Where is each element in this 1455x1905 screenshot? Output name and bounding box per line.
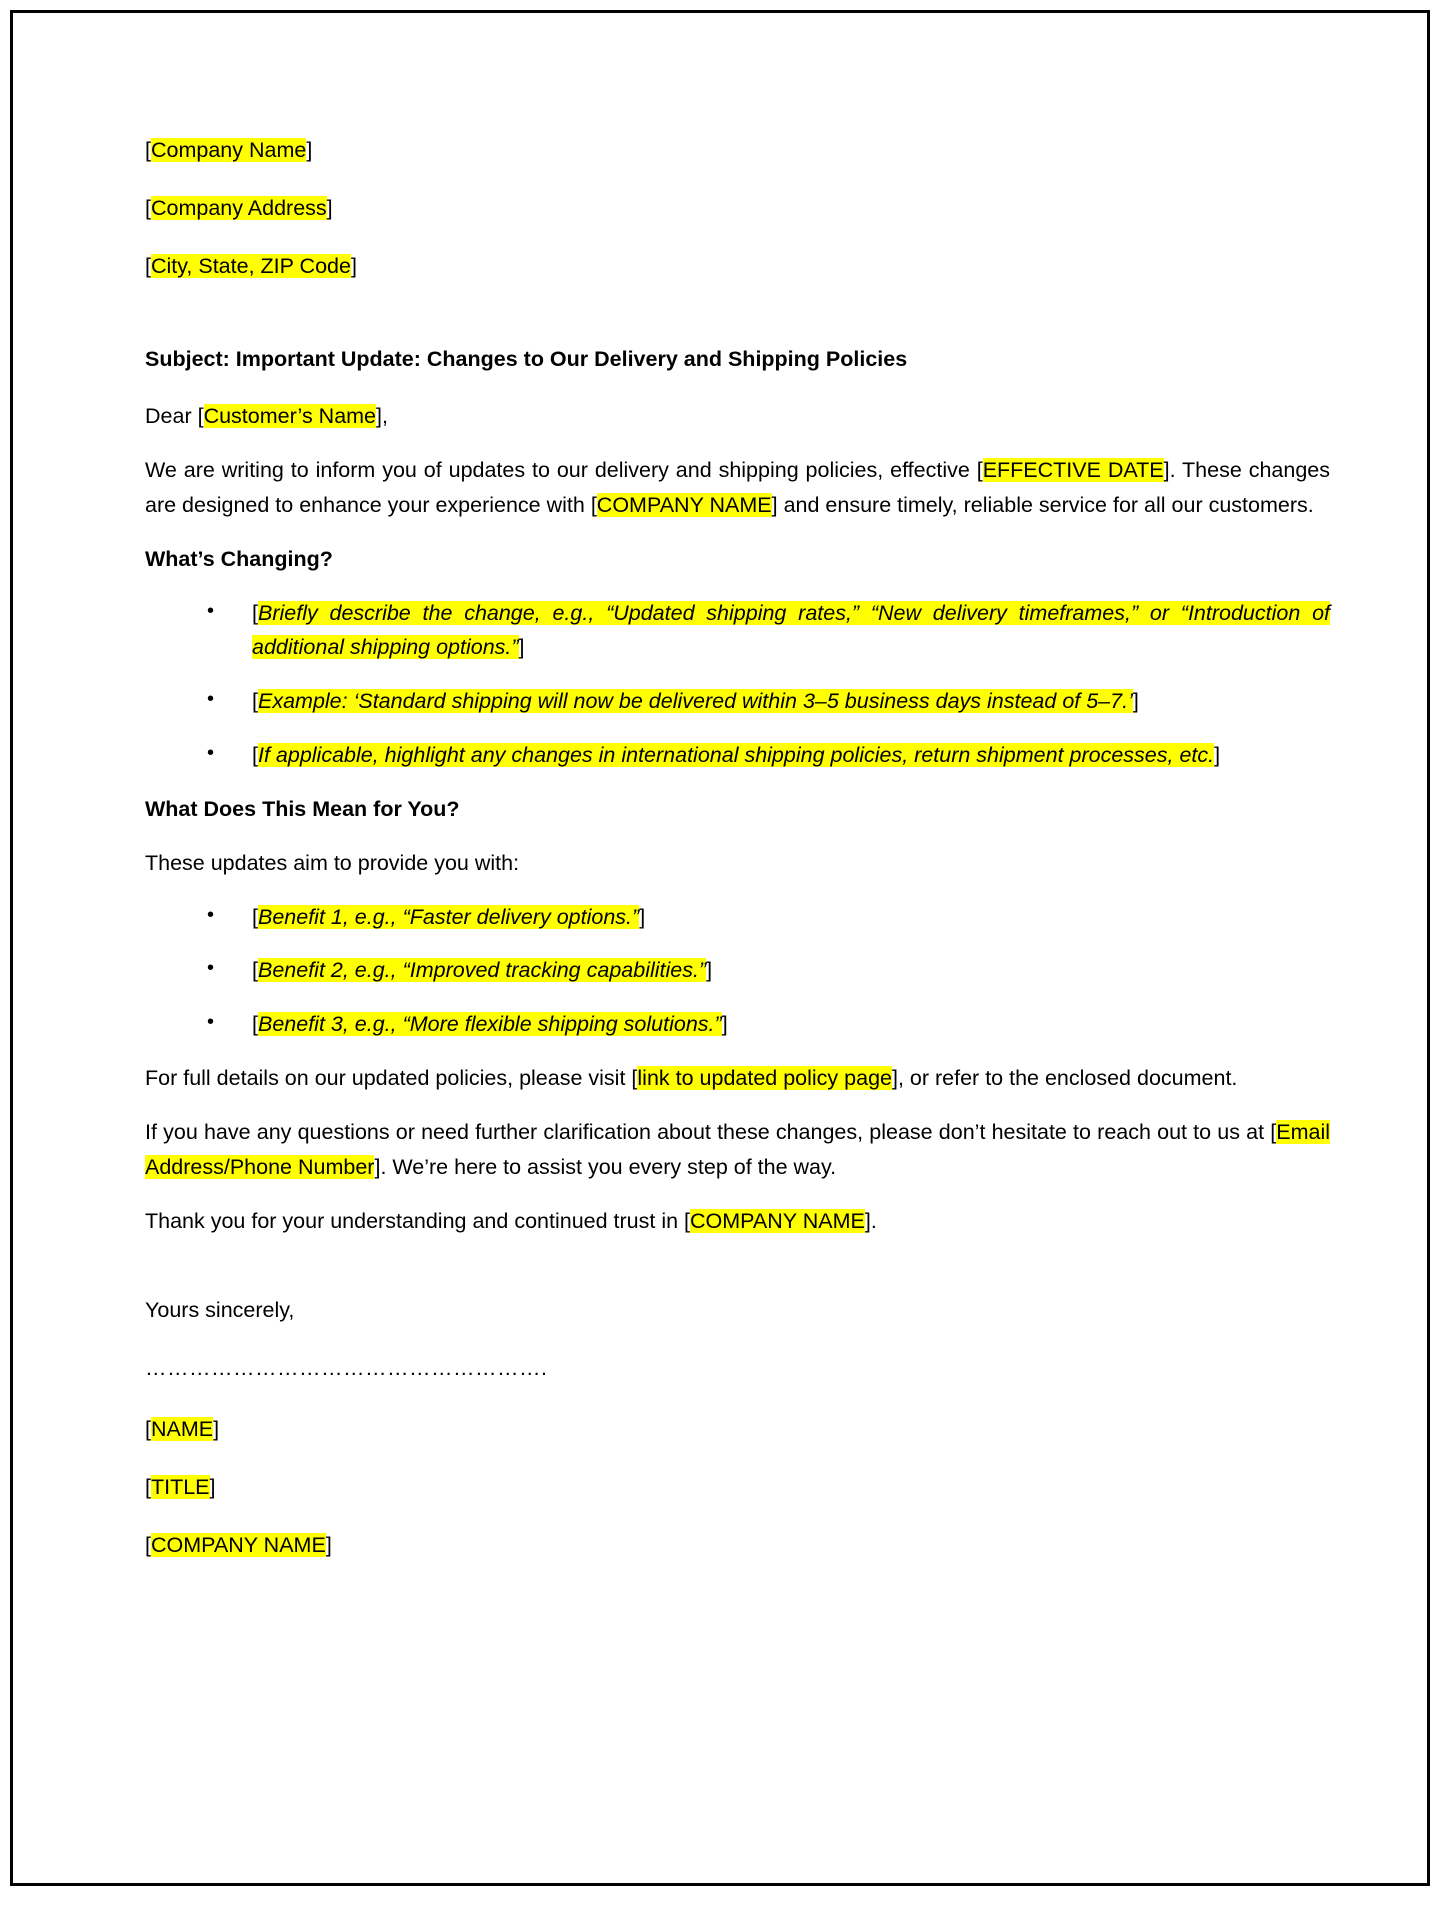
mean-for-you-intro: These updates aim to provide you with:: [145, 850, 520, 875]
bracket-open: [: [252, 904, 258, 929]
questions-part2: ]. We’re here to assist you every step of the way.: [374, 1154, 837, 1179]
whats-changing-heading: What’s Changing?: [145, 546, 333, 571]
bracket-close: ]: [721, 1012, 728, 1037]
list-item: [145, 684, 1330, 719]
bracket-close: ]: [518, 635, 525, 660]
salutation: [145, 399, 1330, 434]
salutation-suffix: ],: [376, 404, 388, 429]
benefit-1-placeholder: Benefit 1, e.g., “Faster delivery options.”: [257, 904, 640, 929]
name-placeholder: NAME: [150, 1417, 214, 1442]
bracket-close: ]: [213, 1417, 220, 1442]
mean-for-you-heading: What Does This Mean for You?: [145, 796, 460, 821]
details-part1: For full details on our updated policies, please visit [: [145, 1066, 638, 1091]
whats-changing-list: [145, 596, 1330, 773]
bracket-close: ]: [209, 1474, 216, 1499]
company-name-signature-placeholder: COMPANY NAME: [150, 1532, 326, 1557]
international-shipping-placeholder: If applicable, highlight any changes in international shipping policies, return shipment processes, etc.: [257, 743, 1215, 768]
change-description-placeholder: Briefly describe the change, e.g., “Updated shipping rates,” “New delivery timeframes,” or “Introduction of additional shipping options.”: [252, 600, 1330, 660]
closing-line: Yours sincerely,: [145, 1298, 295, 1323]
bracket-close: ]: [350, 253, 357, 278]
subject-line: Subject: Important Update: Changes to Our Delivery and Shipping Policies: [145, 347, 908, 372]
title-placeholder: TITLE: [150, 1474, 210, 1499]
bracket-close: ]: [639, 904, 646, 929]
spacer: [145, 306, 1330, 342]
company-name-closing-placeholder: COMPANY NAME: [690, 1208, 865, 1233]
bracket-open: [: [145, 1417, 151, 1442]
list-item: [145, 1007, 1330, 1042]
sender-company-address: [145, 191, 1330, 226]
intro-part1: We are writing to inform you of updates to our delivery and shipping policies, effective [: [145, 458, 983, 483]
signature-title: [145, 1470, 1330, 1505]
salutation-prefix: Dear [: [145, 404, 204, 429]
bracket-close: ]: [325, 1532, 332, 1557]
signature-company: [145, 1528, 1330, 1563]
questions-part1: If you have any questions or need further clarification about these changes, please don’t hesitate to reach out to us at [: [145, 1119, 1277, 1144]
list-item: [145, 738, 1330, 773]
bracket-open: [: [145, 1474, 151, 1499]
change-example-placeholder: Example: ‘Standard shipping will now be delivered within 3–5 business days instead of 5–7.’: [257, 689, 1133, 714]
signature-name: [145, 1412, 1330, 1447]
benefits-list: [145, 900, 1330, 1042]
bracket-open: [: [145, 253, 151, 278]
bracket-open: [: [145, 138, 151, 162]
questions-paragraph: [145, 1115, 1330, 1185]
bracket-close: ]: [1132, 689, 1139, 714]
sender-company-name: [145, 133, 1330, 168]
company-address-placeholder: Company Address: [150, 195, 327, 220]
benefit-3-placeholder: Benefit 3, e.g., “More flexible shipping solutions.”: [257, 1012, 722, 1037]
bracket-open: [: [252, 600, 258, 625]
list-item: [145, 596, 1330, 666]
sender-city-state-zip: [145, 249, 1330, 284]
bracket-open: [: [252, 743, 258, 768]
intro-part2: ]. These changes are designed to enhance your experience with [: [145, 458, 1330, 517]
bracket-close: ]: [1214, 743, 1221, 768]
intro-paragraph: [145, 453, 1330, 523]
city-state-zip-placeholder: City, State, ZIP Code: [150, 253, 351, 278]
details-paragraph: [145, 1061, 1330, 1096]
list-item: [145, 953, 1330, 988]
bracket-close: ]: [306, 138, 313, 162]
bracket-open: [: [252, 958, 258, 983]
document-page: [10, 10, 1430, 1886]
contact-info-placeholder: Email Address/Phone Number: [145, 1119, 1330, 1179]
details-part2: ], or refer to the enclosed document.: [892, 1066, 1238, 1091]
intro-part3: ] and ensure timely, reliable service for all our customers.: [771, 492, 1314, 517]
company-name-placeholder: Company Name: [150, 138, 307, 162]
thanks-part2: ].: [864, 1208, 877, 1233]
customer-name-placeholder: Customer’s Name: [203, 404, 377, 429]
thanks-part1: Thank you for your understanding and continued trust in [: [145, 1208, 691, 1233]
bracket-open: [: [252, 1012, 258, 1037]
bracket-close: ]: [706, 958, 713, 983]
spacer: [145, 1257, 1330, 1293]
signature-dotted-line: ……………………………………………….: [145, 1356, 548, 1381]
bracket-open: [: [252, 689, 258, 714]
bracket-close: ]: [326, 195, 333, 220]
company-name-inline-placeholder: COMPANY NAME: [596, 492, 772, 517]
benefit-2-placeholder: Benefit 2, e.g., “Improved tracking capabilities.”: [257, 958, 707, 983]
policy-page-link-placeholder[interactable]: link to updated policy page: [637, 1066, 892, 1091]
bracket-open: [: [145, 1532, 151, 1557]
document-body: [145, 133, 1330, 1586]
effective-date-placeholder: EFFECTIVE DATE: [982, 458, 1164, 483]
bracket-open: [: [145, 195, 151, 220]
thanks-paragraph: [145, 1204, 1330, 1239]
list-item: [145, 900, 1330, 935]
